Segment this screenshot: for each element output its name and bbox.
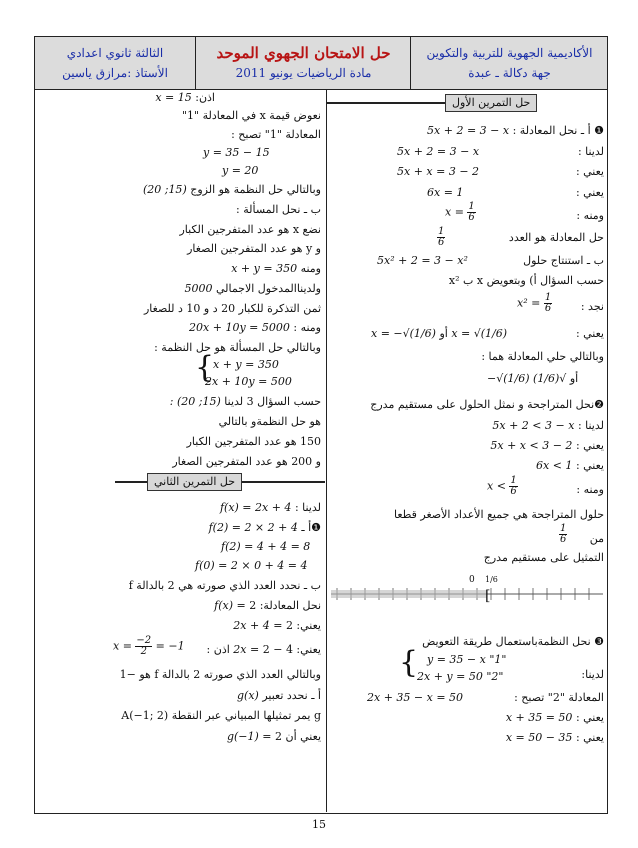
text-line: ومنه : 20x + 10y = 5000 (189, 321, 321, 334)
text-line: يعني : (575, 186, 604, 199)
text-line: التمثيل على مستقيم مدرج (483, 551, 604, 564)
exercise-2-title: حل التمرين الثاني (147, 473, 242, 491)
zero-label: 0 (469, 575, 475, 585)
header-right (410, 37, 608, 89)
text-line: نحل المعادلة: 2 = f(x) (214, 599, 321, 612)
text-line: ب ـ نحدد العدد الذي صورته هي 2 بالدالة f (128, 579, 321, 592)
header-subject: مادة الرياضيات يونيو 2011 (235, 66, 372, 80)
equation: 2x + 35 − x = 50 (367, 691, 464, 704)
text-line: المعادلة "1" تصبح : (231, 128, 321, 141)
equation: x = −√(1/6) أو x = √(1/6) (371, 327, 508, 340)
header-teacher: الأستاذ :مرازق ياسين (62, 66, 168, 80)
right-column (326, 90, 608, 812)
equation: −√(1/6) أو √(1/6) (487, 372, 579, 385)
equation: x = $\frac{1}{6}$ (445, 201, 475, 223)
system-brace: { (195, 350, 215, 385)
number-line (327, 568, 608, 618)
text-line: g يمر تمثيلها المبياني عبر النقطة (A(−1; 2 (121, 709, 321, 722)
equation: y = 35 − x "1" (427, 653, 507, 666)
text-line: و y هو عدد المتفرجين الصغار (187, 242, 321, 255)
header-title: حل الامتحان الجهوي الموحد (216, 44, 391, 62)
text-line: يعني : 5x + x < 3 − 2 (490, 439, 604, 452)
text-line: ولديناالمدخول الاجمالي 5000 (184, 282, 321, 295)
sixth-label: 1/6 (485, 575, 498, 584)
text-line: لدينا: (581, 668, 604, 681)
equation: 5x² + 2 = 3 − x² (377, 254, 468, 267)
text-line: وبالتالي حل النظمة هو الزوج (15; 20) (142, 183, 321, 196)
equation: y = 20 (222, 164, 259, 177)
exam-page (34, 36, 608, 814)
equation: x² = $\frac{1}{6}$ (517, 292, 552, 314)
equation: $\frac{1}{6}$ (560, 523, 567, 545)
text-line: من (589, 532, 604, 545)
text-line: لدينا : f(x) = 2x + 4 (219, 501, 321, 514)
left-column (35, 90, 325, 812)
equation: 5x + x = 3 − 2 (397, 165, 480, 178)
equation: 2x + 10y = 500 (205, 375, 292, 388)
header-region: جهة دكالة ـ عبدة (468, 66, 551, 80)
text-line: يعني أن 2 = g(−1) (226, 730, 321, 743)
text-line: حسب السؤال 3 لدينا (15; 20) : (169, 395, 321, 408)
equation: y = 35 − 15 (203, 146, 270, 159)
equation: $\frac{1}{6}$ (438, 226, 445, 248)
text-line: وبالتالي حلي المعادلة هما : (481, 350, 604, 363)
text-line: يعني : 6x < 1 (536, 459, 604, 472)
solution-interval (331, 590, 487, 598)
exercise-1-title: حل التمرين الأول (445, 94, 537, 112)
text-line: ❷نحل المتراجحة و نمثل الحلول على مستقيم مدرج (370, 398, 604, 411)
text-line: ومنه : (576, 209, 604, 222)
system-brace: { (399, 645, 419, 680)
text-line: يعني: 4 − 2 = 2x اذن : (206, 643, 321, 656)
header-middle (195, 37, 411, 89)
equation: f(2) = 4 + 4 = 8 (221, 540, 311, 553)
text-line: يعني : x = 50 − 35 (505, 731, 604, 744)
text-line: يعني : (575, 327, 604, 340)
text-line: لدينا : (577, 145, 604, 158)
equation: 6x = 1 (427, 186, 464, 199)
page-number: 15 (312, 818, 326, 831)
text-line: يعني : x + 35 = 50 (505, 711, 604, 724)
text-line: و 200 هو عدد المتفرجين الصغار (172, 455, 321, 468)
text-line: لدينا : 5x + 2 < 3 − x (492, 419, 604, 432)
text-line: نعوض قيمة x في المعادلة "1" (181, 109, 321, 122)
text-line: حلول المتراجحة هي جميع الأعداد الأصغر قطعا (393, 508, 604, 521)
text-line: ومنه : (576, 483, 604, 496)
text-line: هو حل النظمةو بالتالي (218, 415, 321, 428)
text-line: أ ـ نحدد تعبير g(x) (236, 689, 321, 702)
equation: f(0) = 2 × 0 + 4 = 4 (195, 559, 308, 572)
equation: x < $\frac{1}{6}$ (487, 475, 517, 497)
text-line: نضع x هو عدد المتفرجين الكبار (179, 223, 321, 236)
text-line: ومنه x + y = 350 (231, 262, 321, 275)
header-bar (35, 37, 607, 90)
equation: x = $\frac{-2}{2}$ = −1 (113, 635, 185, 657)
header-academy: الأكاديمية الجهوية للتربية والتكوين (426, 46, 593, 60)
equation: x + y = 350 (213, 358, 279, 371)
equation: 5x + 2 = 3 − x (397, 145, 480, 158)
text-line: اذن: x = 15 (155, 91, 215, 104)
text-line: ❶ أ ـ نحل المعادلة : 5x + 2 = 3 − x (427, 124, 604, 137)
text-line: يعني: 2 = 2x + 4 (233, 619, 321, 632)
text-line: ❸ نحل النظمةباستعمال طريقة التعويض (422, 635, 604, 648)
text-line: 150 هو عدد المتفرجين الكبار (186, 435, 321, 448)
text-line: ❶أ ـ f(2) = 2 × 2 + 4 (208, 521, 321, 534)
text-line: ب ـ نحل المسألة : (236, 203, 321, 216)
text-line: وبالتالي العدد الذي صورته 2 بالدالة f هو −1 (119, 668, 321, 681)
text-line: يعني : (575, 165, 604, 178)
header-left (35, 37, 195, 89)
text-line: نجد : (580, 300, 604, 313)
equation: 2x + y = 50 "2" (417, 670, 504, 683)
text-line: حسب السؤال أ) وبتعويض x ب x² (448, 274, 604, 287)
text-line: ثمن التذكرة للكبار 20 د و 10 د للصغار (143, 302, 321, 315)
text-line: ب ـ استنتاج حلول (523, 254, 604, 267)
text-line: المعادلة "2" تصبح : (514, 691, 604, 704)
open-bracket: [ (485, 588, 491, 604)
text-line: وبالتالي حل المسألة هو حل النظمة : (154, 341, 321, 354)
text-line: حل المعادلة هو العدد (508, 231, 604, 244)
header-level: الثالثة ثانوي اعدادي (66, 46, 164, 60)
